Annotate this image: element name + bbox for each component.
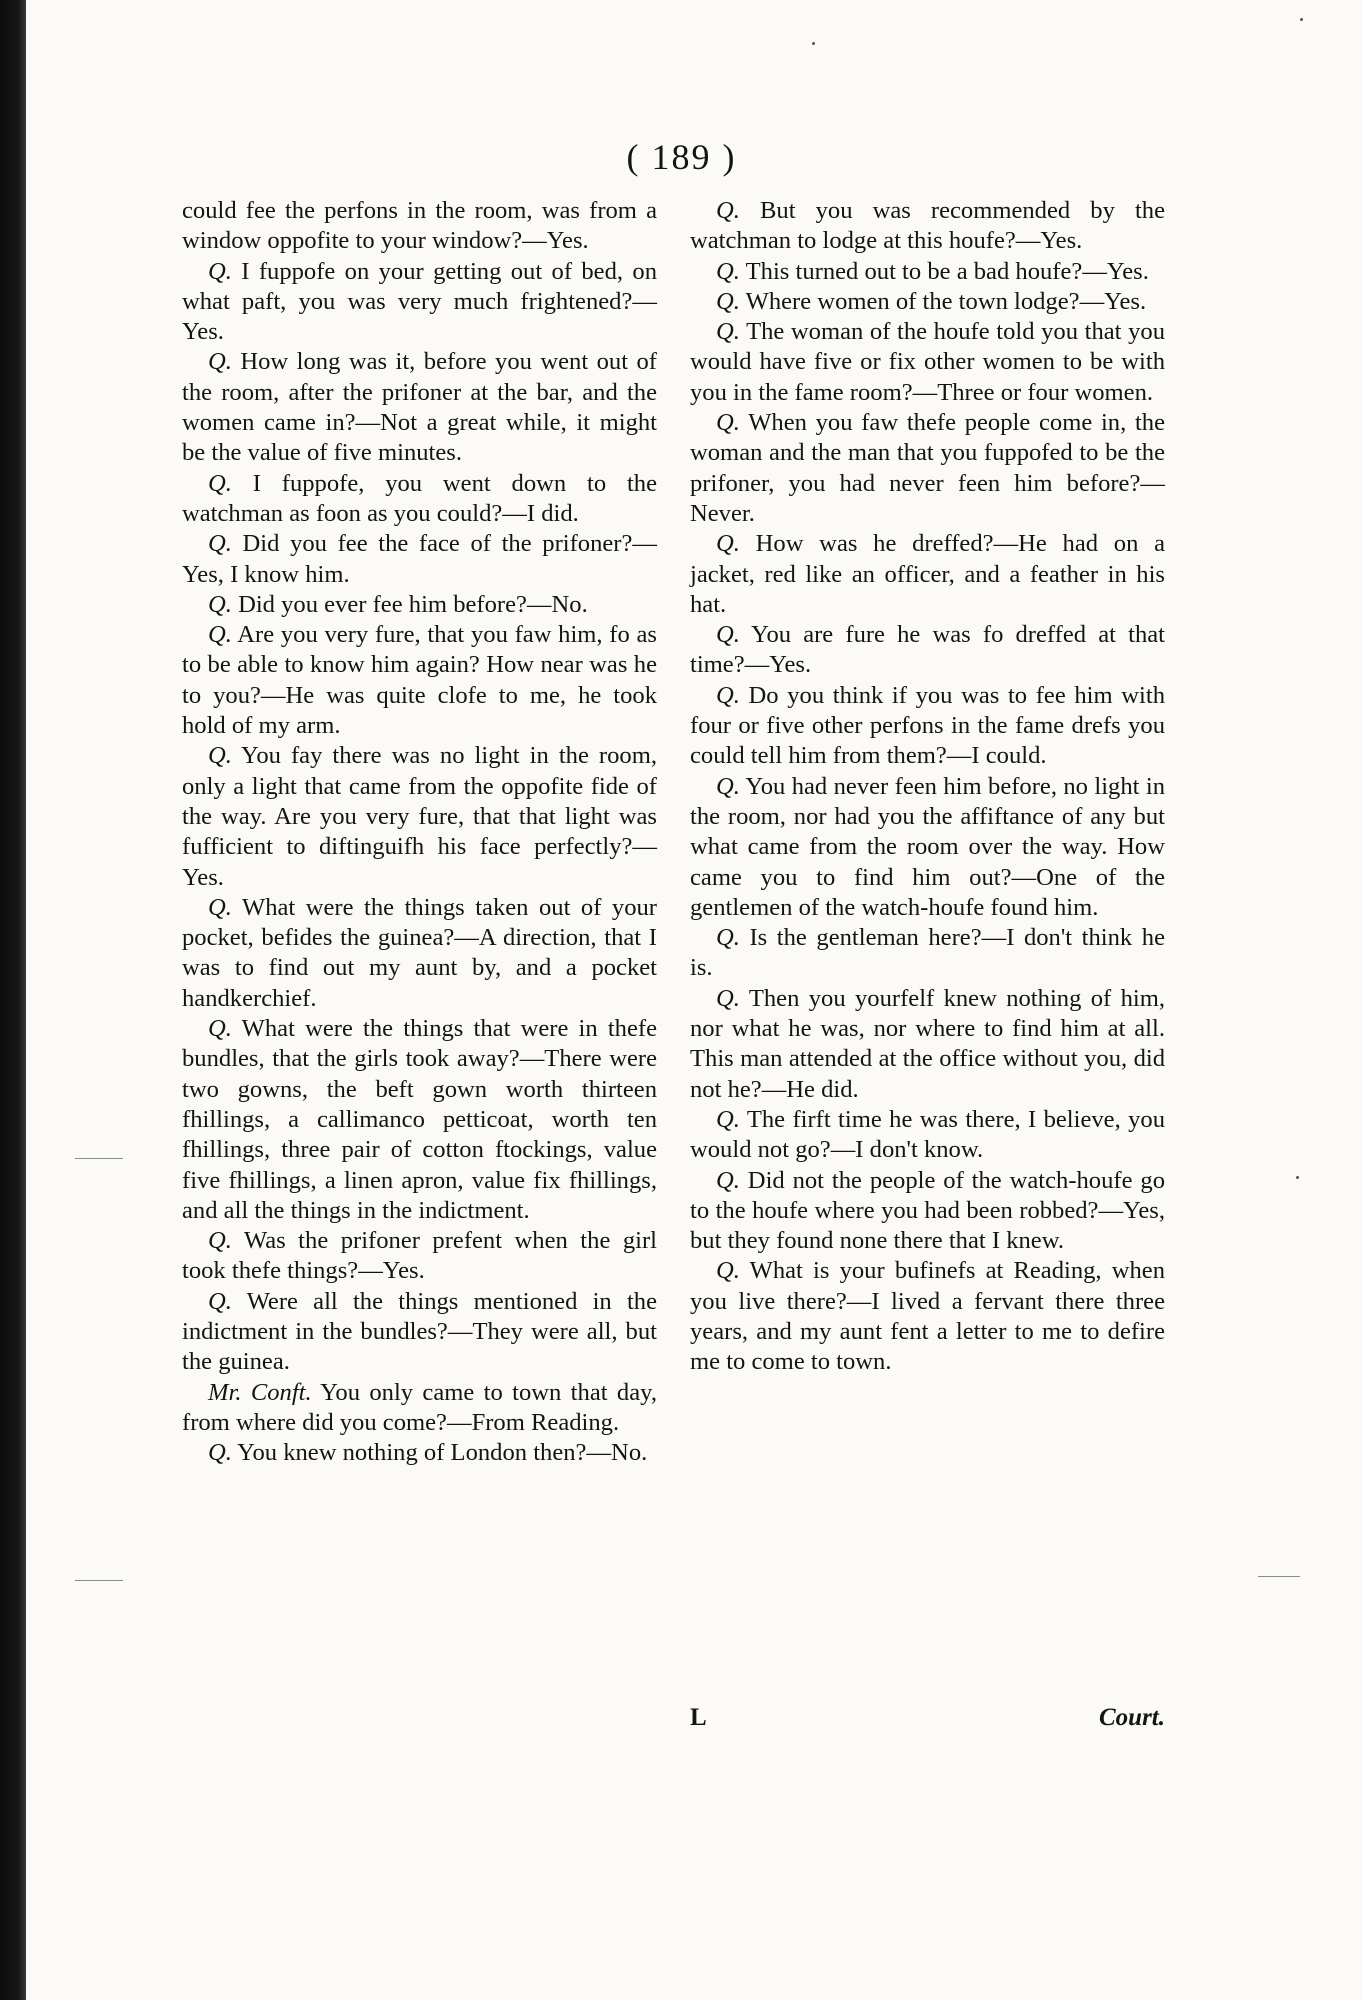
testimony-paragraph [690, 1105, 1165, 1166]
paragraph-text: You fay there was no light in the room, only a light that came from the oppofite fide of the way. Are you very fure, that that light was fufficient to diftinguifh his face perfectly?—Yes. [182, 742, 657, 891]
speaker-marker: Q. [208, 1439, 232, 1467]
testimony-paragraph [690, 620, 1165, 681]
ink-speck [812, 42, 815, 45]
paragraph-text: Then you yourfelf knew nothing of him, nor what he was, nor where to find him at all. This man attended at the office without you, did not he?—He did. [690, 984, 1165, 1103]
testimony-paragraph [690, 408, 1165, 529]
catchword: Court. [1098, 1704, 1165, 1731]
paragraph-text: Did you fee the face of the prifoner?—Yes, I know him. [182, 530, 657, 588]
speaker-marker: Q. [208, 469, 232, 497]
speaker-marker: Q. [716, 1257, 740, 1285]
paragraph-text: What is your bufinefs at Reading, when you live there?—I lived a fervant there three years, and my aunt fent a letter to me to defire me to come to town. [690, 1257, 1165, 1376]
speaker-marker: Q. [208, 621, 232, 649]
speaker-marker: Q. [208, 742, 232, 770]
paragraph-text: Did you ever fee him before?—No. [231, 590, 588, 618]
margin-mark [75, 1580, 123, 1581]
speaker-marker: Q. [208, 348, 232, 376]
speaker-marker: Q. [716, 772, 740, 800]
speaker-marker: Q. [716, 621, 740, 649]
paragraph-text: Are you very fure, that you faw him, fo as to be able to know him again? How near was he to you?—He was quite clofe to me, he took hold of my arm. [182, 621, 657, 740]
paragraph-text: But you was recommended by the watchman to lodge at this houfe?—Yes. [690, 197, 1165, 255]
page-number: ( 189 ) [626, 137, 737, 177]
testimony-paragraph [182, 1014, 657, 1226]
testimony-paragraph [182, 1226, 657, 1287]
speaker-marker: Q. [208, 1015, 232, 1043]
paragraph-text: This turned out to be a bad houfe?—Yes. [739, 257, 1149, 285]
paragraph-text: The firft time he was there, I believe, you would not go?—I don't know. [690, 1105, 1165, 1164]
signature-mark: L [690, 1704, 707, 1731]
testimony-paragraph [690, 923, 1165, 984]
binding-edge [0, 0, 26, 2000]
speaker-marker: Q. [716, 197, 740, 224]
testimony-paragraph [690, 772, 1165, 923]
testimony-paragraph [182, 469, 657, 530]
speaker-marker: Q. [716, 1105, 740, 1133]
paragraph-text: Is the gentleman here?—I don't think he is. [690, 924, 1165, 982]
margin-mark [75, 1158, 123, 1159]
paragraph-text: You only came to town that day, from where did you come?—From Reading. [182, 1378, 657, 1436]
paragraph-text: Where women of the town lodge?—Yes. [739, 287, 1147, 315]
speaker-marker: Q. [716, 409, 740, 437]
testimony-paragraph [182, 196, 657, 257]
testimony-paragraph [690, 529, 1165, 620]
testimony-paragraph [690, 196, 1165, 257]
ink-speck [1296, 1176, 1299, 1179]
paragraph-text: How was he dreffed?—He had on a jacket, red like an officer, and a feather in his hat. [690, 530, 1165, 618]
page-footer [690, 1704, 1165, 1732]
testimony-paragraph [690, 1256, 1165, 1377]
testimony-paragraph [182, 347, 657, 468]
left-column [182, 196, 657, 1468]
speaker-marker: Q. [716, 287, 740, 315]
speaker-marker: Q. [716, 530, 740, 558]
testimony-paragraph [690, 681, 1165, 772]
testimony-paragraph [182, 590, 657, 620]
paragraph-text: Was the prifoner prefent when the girl took thefe things?—Yes. [182, 1227, 657, 1285]
ink-speck [1300, 18, 1303, 21]
paragraph-text: I fuppofe, you went down to the watchman as foon as you could?—I did. [182, 469, 657, 527]
speaker-marker: Q. [208, 893, 232, 921]
speaker-marker: Q. [716, 257, 740, 285]
paragraph-text: could fee the perfons in the room, was from a window oppofite to your window?—Yes. [182, 197, 657, 255]
speaker-marker: Q. [208, 530, 232, 558]
paragraph-text: I fuppofe on your getting out of bed, on what paft, you was very much frightened?—Yes. [182, 257, 657, 346]
right-column [690, 196, 1165, 1378]
speaker-marker: Q. [716, 1166, 740, 1194]
margin-mark [1258, 1576, 1300, 1577]
paragraph-text: What were the things taken out of your pocket, befides the guinea?—A direction, that I was to find out my aunt by, and a pocket handkerchief. [182, 893, 657, 1012]
speaker-marker: Q. [716, 924, 740, 952]
testimony-paragraph [182, 1378, 657, 1439]
testimony-paragraph [182, 893, 657, 1014]
paragraph-text: When you faw thefe people come in, the woman and the man that you fuppofed to be the prifoner, you had never feen him before?—Never. [690, 409, 1165, 527]
testimony-paragraph [182, 257, 657, 348]
speaker-marker: Q. [716, 681, 740, 709]
testimony-paragraph [182, 1287, 657, 1378]
testimony-paragraph [690, 257, 1165, 287]
testimony-paragraph [690, 317, 1165, 408]
speaker-marker: Mr. Conft. [208, 1378, 312, 1406]
paragraph-text: You are fure he was fo dreffed at that time?—Yes. [690, 621, 1165, 679]
paragraph-text: Were all the things mentioned in the indictment in the bundles?—They were all, but the guinea. [182, 1287, 657, 1376]
speaker-marker: Q. [716, 318, 740, 346]
speaker-marker: Q. [208, 1227, 232, 1255]
paragraph-text: Do you think if you was to fee him with four or five other perfons in the fame drefs you could tell him from them?—I could. [690, 681, 1165, 770]
testimony-paragraph [182, 529, 657, 590]
speaker-marker: Q. [716, 984, 740, 1012]
testimony-paragraph [182, 620, 657, 741]
paragraph-text: You had never feen him before, no light in the room, nor had you the affiftance of any but what came from the room over the way. How came you to find him out?—One of the gentlemen of the watch-houfe found him. [690, 772, 1165, 921]
paragraph-text: You knew nothing of London then?—No. [231, 1439, 648, 1467]
speaker-marker: Q. [208, 590, 232, 618]
speaker-marker: Q. [208, 1287, 232, 1315]
testimony-paragraph [182, 741, 657, 892]
speaker-marker: Q. [208, 257, 232, 285]
paragraph-text: How long was it, before you went out of the room, after the prifoner at the bar, and the women came in?—Not a great while, it might be the value of five minutes. [182, 348, 657, 467]
paragraph-text: Did not the people of the watch-houfe go to the houfe where you had been robbed?—Yes, but they found none there that I knew. [690, 1166, 1165, 1255]
paragraph-text: What were the things that were in thefe bundles, that the girls took away?—There were two gowns, the beft gown worth thirteen fhillings, a callimanco petticoat, worth ten fhillings, three pair of cotton ftockings, value five fhillings, a linen apron, value fix fhillings, and all the things in the indictment. [182, 1015, 657, 1224]
testimony-paragraph [690, 1166, 1165, 1257]
paragraph-text: The woman of the houfe told you that you would have five or fix other women to be with you in the fame room?—Three or four women. [690, 318, 1165, 406]
testimony-paragraph [690, 984, 1165, 1105]
testimony-paragraph [182, 1438, 657, 1468]
testimony-paragraph [690, 287, 1165, 317]
